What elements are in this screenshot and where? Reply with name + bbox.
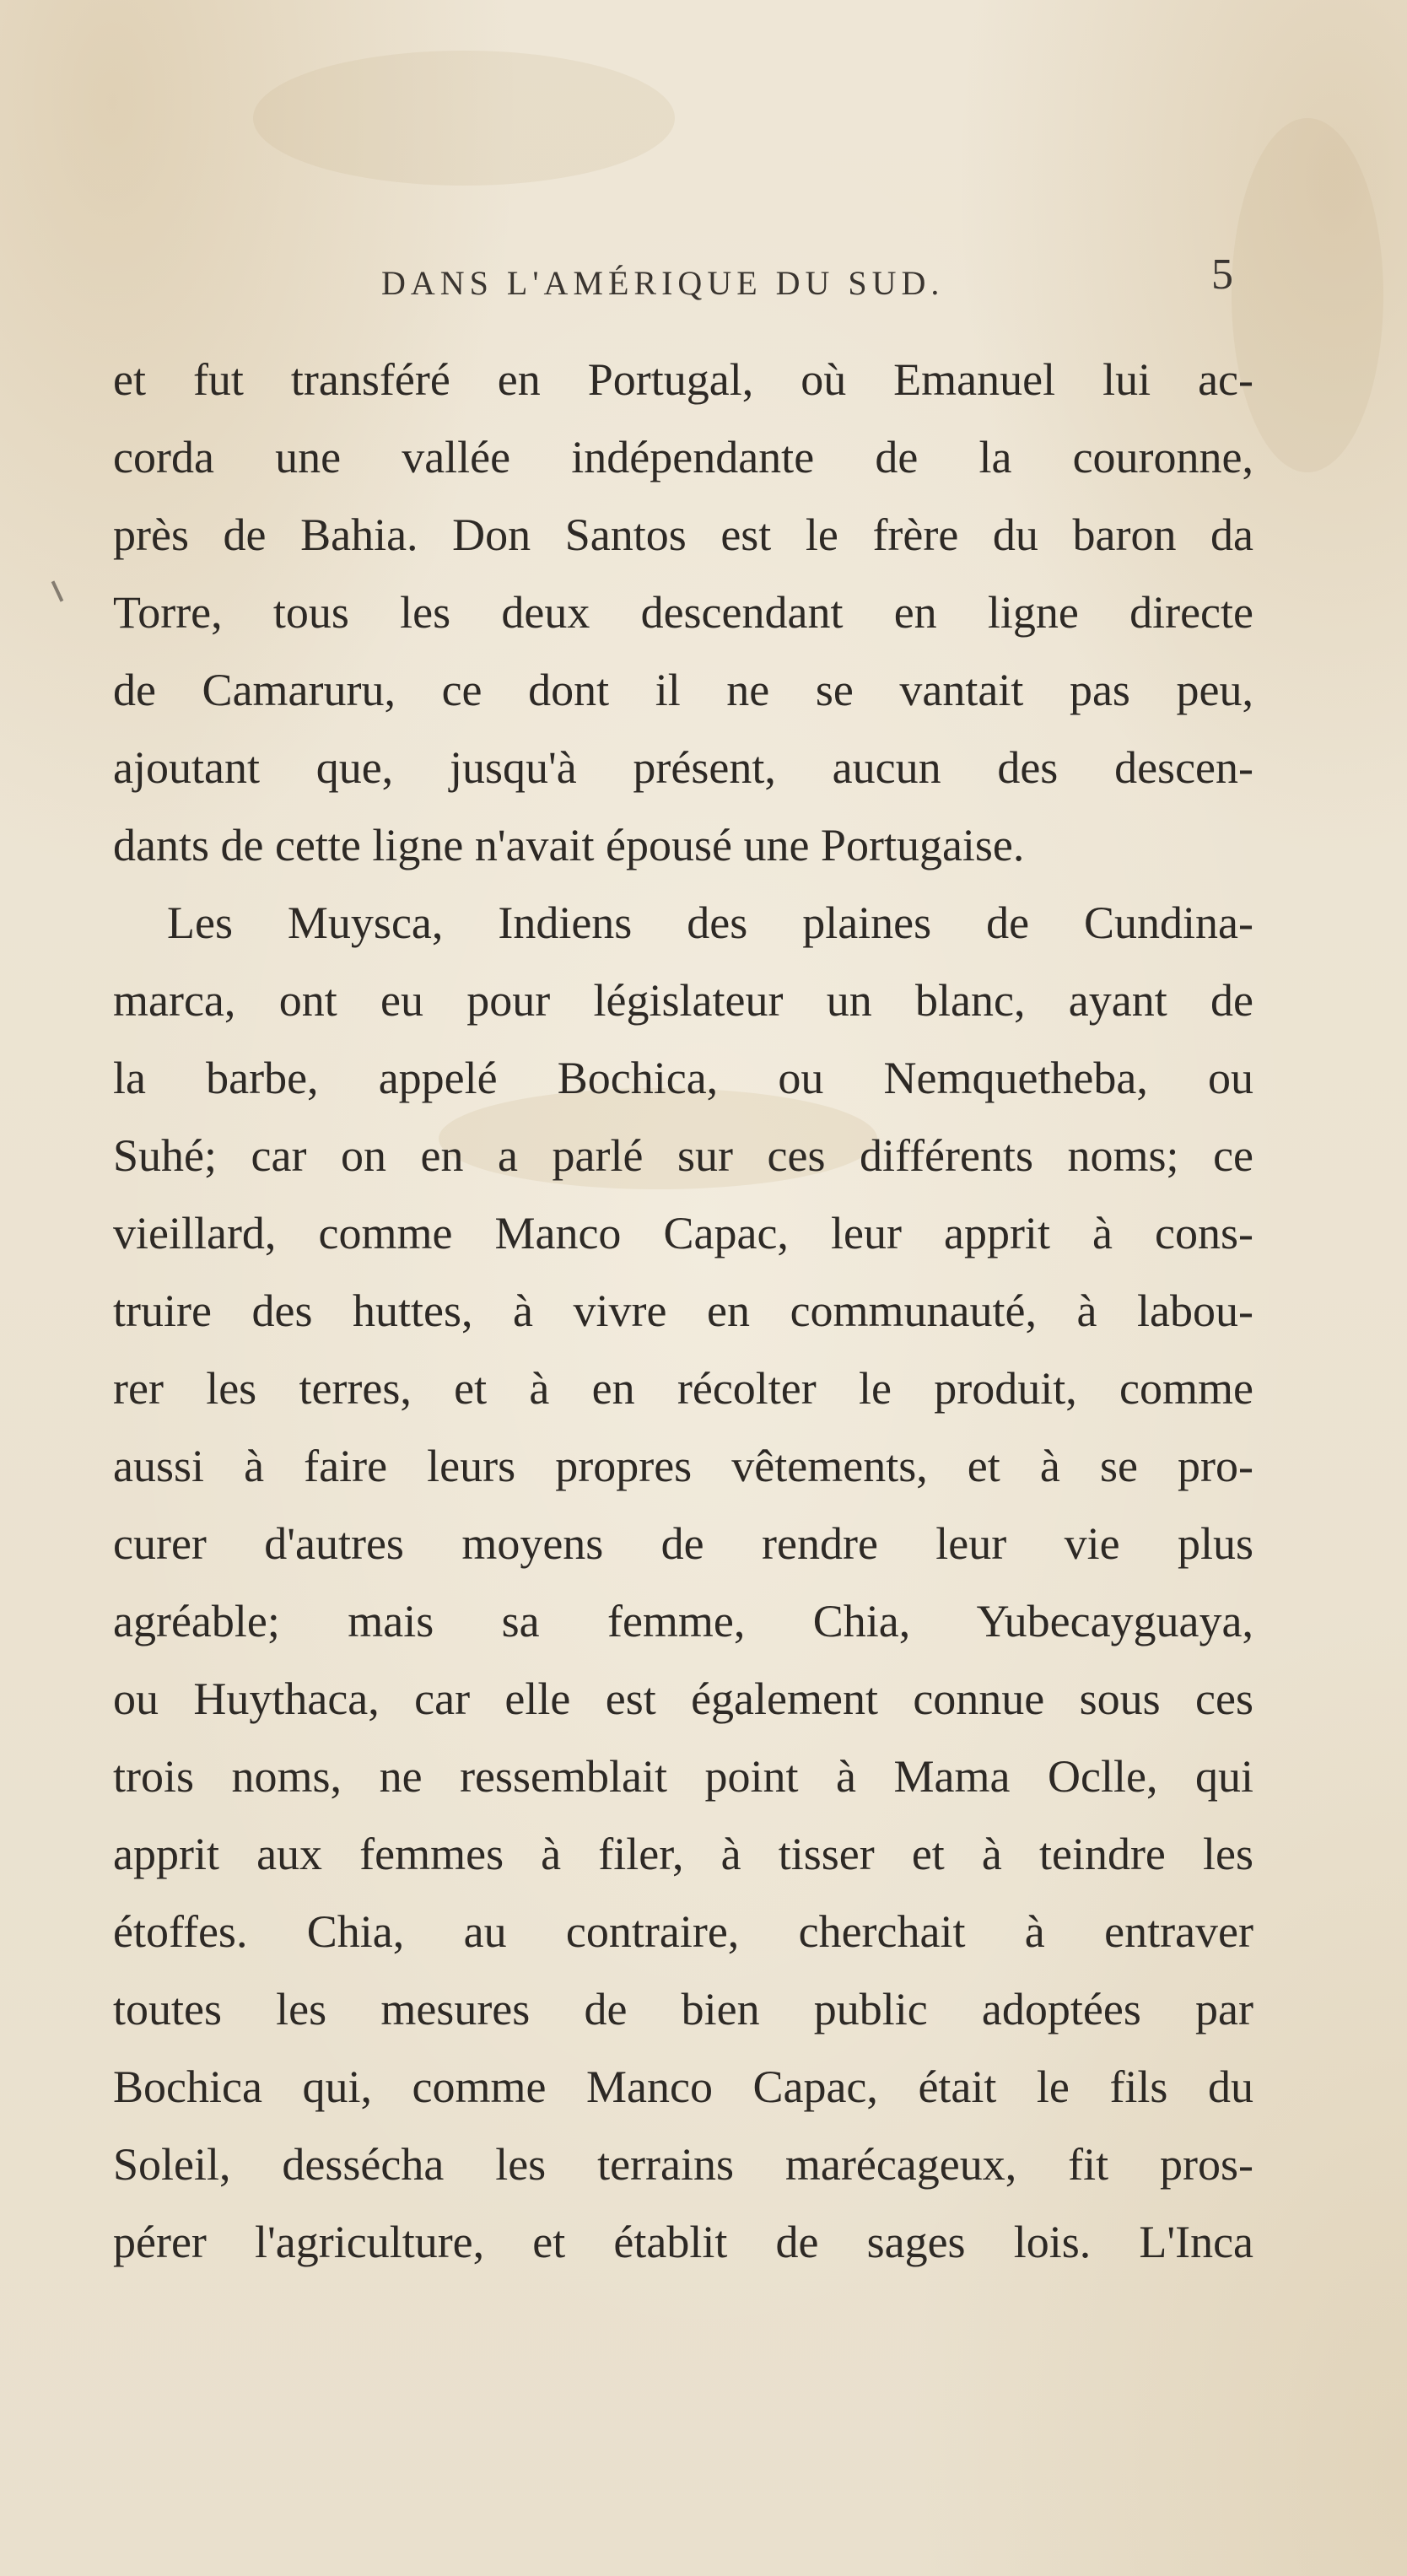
text-line: la barbe, appelé Bochica, ou Nemquetheba, ou <box>113 1053 1253 1103</box>
text-line: corda une vallée indépendante de la couronne, <box>113 432 1253 482</box>
running-title: DANS L'AMÉRIQUE DU SUD. <box>381 264 945 302</box>
text-line: ou Huythaca, car elle est également connue sous ces <box>113 1673 1253 1724</box>
text-line: marca, ont eu pour législateur un blanc, ayant de <box>113 975 1253 1026</box>
text-line: Soleil, dessécha les terrains marécageux, fit pros- <box>113 2139 1253 2190</box>
text-line: étoffes. Chia, au contraire, cherchait à entraver <box>113 1906 1253 1957</box>
text-line: et fut transféré en Portugal, où Emanuel lui ac- <box>113 354 1253 405</box>
text-line: Les Muysca, Indiens des plaines de Cundina- <box>167 897 1253 948</box>
text-line: agréable; mais sa femme, Chia, Yubecayguaya, <box>113 1596 1253 1646</box>
text-line: toutes les mesures de bien public adoptées par <box>113 1984 1253 2034</box>
text-line: aussi à faire leurs propres vêtements, et à se pro- <box>113 1441 1253 1491</box>
text-line: ajoutant que, jusqu'à présent, aucun des descen- <box>113 742 1253 793</box>
text-line: Torre, tous les deux descendant en ligne directe <box>113 587 1253 638</box>
body-text <box>113 341 1253 2281</box>
text-line: curer d'autres moyens de rendre leur vie plus <box>113 1518 1253 1569</box>
text-line: pérer l'agriculture, et établit de sages lois. L'Inca <box>113 2217 1253 2267</box>
page-number: 5 <box>1211 251 1233 299</box>
text-line: vieillard, comme Manco Capac, leur apprit à cons- <box>113 1208 1253 1258</box>
text-line: près de Bahia. Don Santos est le frère du baron da <box>113 509 1253 560</box>
paper-stain <box>253 51 675 186</box>
text-line: apprit aux femmes à filer, à tisser et à teindre les <box>113 1829 1253 1879</box>
text-line: Suhé; car on en a parlé sur ces différents noms; ce <box>113 1130 1253 1181</box>
text-line: Bochica qui, comme Manco Capac, était le fils du <box>113 2061 1253 2112</box>
text-line: dants de cette ligne n'avait épousé une Portugaise. <box>113 820 1025 870</box>
text-line: rer les terres, et à en récolter le produit, comme <box>113 1363 1253 1414</box>
text-line: de Camaruru, ce dont il ne se vantait pas peu, <box>113 665 1253 715</box>
margin-mark <box>51 580 64 601</box>
page-header <box>118 253 1265 312</box>
text-line: trois noms, ne ressemblait point à Mama Oclle, qui <box>113 1751 1253 1802</box>
text-line: truire des huttes, à vivre en communauté, à labou- <box>113 1285 1253 1336</box>
